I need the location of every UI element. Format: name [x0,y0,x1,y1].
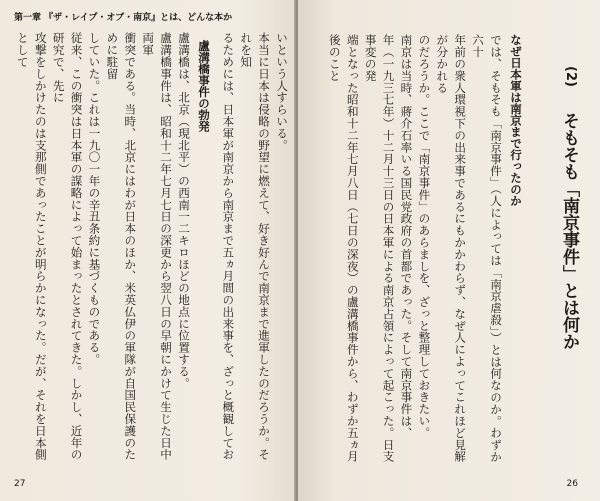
text-column: していた。これは一九〇一年の辛丑条約に基づくものである。 [87,32,102,366]
page-number: 26 [566,479,578,489]
text-column: のだろうか。ここで「南京事件」のあらましを、ざっと整理しておきたい。 [417,34,432,439]
text-column: 本当に日本は侵略の野望に燃えて、好き好んで南京まで進軍したのだろうか。それを知 [239,32,272,461]
text-column: るためには、日本軍が南京から南京まで五ヵ月間の出来事を、ざっと概観してお [221,32,236,461]
text-column: 盧溝橋は、北京（現北平）の西南一二キロほどの地点に位置する。 [177,32,191,389]
text-column: 年（一九三七年）十二月十三日の日本軍による南京占領によって起こった。日支事変の発 [363,34,396,463]
chapter-number: (2) [563,66,578,87]
section-heading: なぜ日本軍は南京まで行ったのか [509,34,523,207]
text-column: 攻撃をしかけたのは支那側であったことが明らかになった。だが、それを日本側として [15,32,48,461]
text-column: 年前の衆人環視下の出来事であるにもかかわらず、なぜ人によってこれほど見解が分かれる [435,34,468,463]
text-column: 従来、この衝突は日本軍の謀略によって始まったとされてきた。しかし、近年の研究で、先に [51,32,84,461]
chapter-title: そもそも「南京事件」とは何か [559,112,579,350]
running-head: 第一章 『ザ・レイプ・オブ・南京』とは、どんな本か [14,13,233,23]
left-page [0,0,296,501]
left-intro-text [216,32,290,472]
right-page [298,0,600,501]
text-column: では、そもそも「南京事件」（人によっては「南京虐殺」）とは何なのか。わずか六十 [471,34,503,463]
text-column: いという人すらいる。 [275,32,289,151]
text-column: 盧溝橋事件は、昭和十二年七月七日の深更から翌八日の早朝にかけて生じた日中両軍 [141,32,174,461]
text-column: 端となった昭和十二年七月八日（七日の深夜）の盧溝橋事件から、わずか五ヵ月後のこと [327,34,360,463]
right-body-text [322,34,504,474]
text-column [322,34,325,474]
left-body-text [14,32,192,472]
text-column: 衝突である。当時、北京にはわが日本のほか、米英仏伊の軍隊が自国民保護のために駐留 [105,32,138,461]
text-column: 南京は当時、蔣介石率いる国民党政府の首都であった。そして南京事件は、 [399,34,414,439]
section-heading: 盧溝橋事件の勃発 [197,40,211,132]
page-number: 27 [14,479,26,489]
